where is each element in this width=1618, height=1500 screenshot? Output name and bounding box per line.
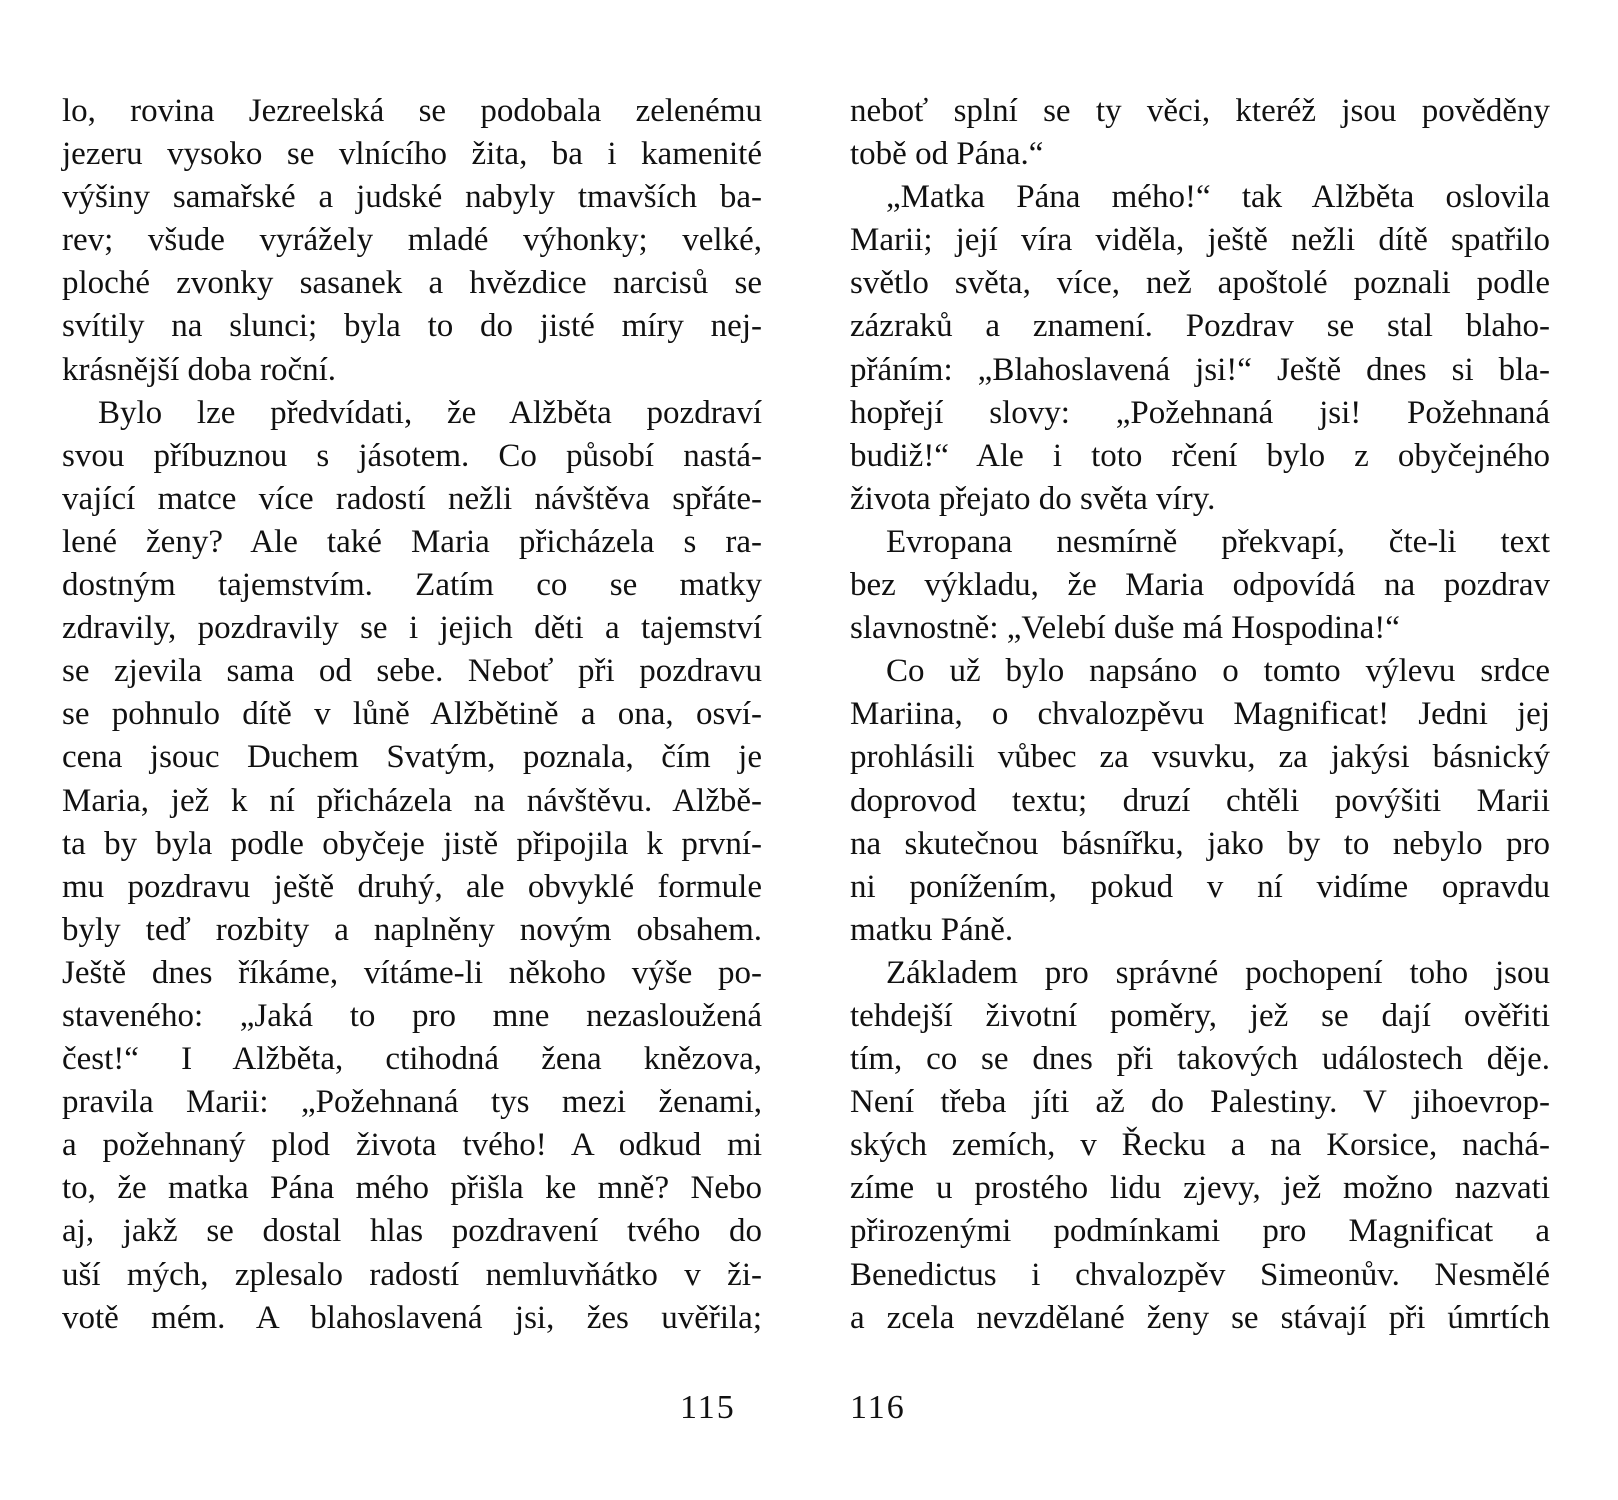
text-line: pravila Marii: „Požehnaná tys mezi ženami, xyxy=(62,1084,762,1121)
text-line: a zcela nevzdělané ženy se stávají při úmrtích xyxy=(850,1299,1550,1336)
text-line: byly teď rozbity a naplněny novým obsahem. xyxy=(62,911,762,948)
text-line: ploché zvonky sasanek a hvězdice narcisů se xyxy=(62,265,762,302)
text-line: Základem pro správné pochopení toho jsou xyxy=(886,954,1550,991)
text-line: bez výkladu, že Maria odpovídá na pozdrav xyxy=(850,567,1550,604)
text-line: života přejato do světa víry. xyxy=(850,480,1216,517)
text-line: dostným tajemstvím. Zatím co se matky xyxy=(62,567,762,604)
text-line: Bylo lze předvídati, že Alžběta pozdraví xyxy=(98,394,762,431)
text-line: a požehnaný plod života tvého! A odkud mi xyxy=(62,1127,762,1164)
text-line: Co už bylo napsáno o tomto výlevu srdce xyxy=(886,653,1550,690)
text-line: slavnostně: „Velebí duše má Hospodina!“ xyxy=(850,610,1400,647)
right-page-text xyxy=(850,90,1550,1340)
text-line: výšiny samařské a judské nabyly tmavších ba- xyxy=(62,179,762,216)
text-line: ta by byla podle obyčeje jistě připojila k první- xyxy=(62,825,762,862)
text-line: staveného: „Jaká to pro mne nezasloužená xyxy=(62,997,762,1034)
text-line: „Matka Pána mého!“ tak Alžběta oslovila xyxy=(886,179,1550,216)
text-line: tehdejší životní poměry, jež se dají ověřiti xyxy=(850,997,1550,1034)
text-line: cena jsouc Duchem Svatým, poznala, čím je xyxy=(62,739,762,776)
page-number-right: 116 xyxy=(850,1389,906,1426)
text-line: přáním: „Blahoslavená jsi!“ Ještě dnes si bla- xyxy=(850,351,1550,388)
text-line: prohlásili vůbec za vsuvku, za jakýsi básnický xyxy=(850,739,1550,776)
text-line: na skutečnou básnířku, jako by to nebylo pro xyxy=(850,825,1550,862)
text-line: neboť splní se ty věci, kteréž jsou pověděny xyxy=(850,93,1550,129)
text-line: uší mých, zplesalo radostí nemluvňátko v ži- xyxy=(62,1256,762,1293)
text-line: mu pozdravu ještě druhý, ale obvyklé formule xyxy=(62,868,762,905)
text-line: Mariina, o chvalozpěvu Magnificat! Jedni jej xyxy=(850,696,1550,733)
text-line: budiž!“ Ale i toto rčení bylo z obyčejného xyxy=(850,437,1550,474)
page-number-left: 115 xyxy=(680,1389,736,1426)
text-line: votě mém. A blahoslavená jsi, žes uvěřila; xyxy=(62,1299,762,1336)
text-line: zíme u prostého lidu zjevy, jež možno nazvati xyxy=(850,1170,1550,1207)
left-page-text xyxy=(62,90,762,1340)
text-line: Není třeba jíti až do Palestiny. V jihoevrop- xyxy=(850,1084,1550,1121)
text-line: tobě od Pána.“ xyxy=(850,136,1044,173)
text-line: zázraků a znamení. Pozdrav se stal blaho- xyxy=(850,308,1550,345)
text-line: vající matce více radostí nežli návštěva spřáte- xyxy=(62,480,762,517)
text-line: Evropana nesmírně překvapí, čte-li text xyxy=(886,523,1550,560)
text-line: lené ženy? Ale také Maria přicházela s ra- xyxy=(62,523,762,560)
text-line: aj, jakž se dostal hlas pozdravení tvého do xyxy=(62,1213,762,1250)
text-line: matku Páně. xyxy=(850,911,1014,948)
text-line: zdravily, pozdravily se i jejich děti a tajemství xyxy=(62,610,762,647)
text-line: ských zemích, v Řecku a na Korsice, nachá- xyxy=(850,1127,1550,1164)
text-line: hopřejí slovy: „Požehnaná jsi! Požehnaná xyxy=(850,394,1550,431)
text-line: tím, co se dnes při takových událostech děje. xyxy=(850,1041,1550,1078)
text-line: Marii; její víra viděla, ještě nežli dítě spatřilo xyxy=(850,222,1550,259)
text-line: lo, rovina Jezreelská se podobala zelenému xyxy=(62,93,762,129)
text-line: se pohnulo dítě v lůně Alžbětině a ona, osví- xyxy=(62,696,762,733)
text-line: svou příbuznou s jásotem. Co působí nastá- xyxy=(62,437,762,474)
text-line: svítily na slunci; byla to do jisté míry nej- xyxy=(62,308,762,345)
text-line: rev; všude vyrážely mladé výhonky; velké, xyxy=(62,222,762,259)
text-line: Benedictus i chvalozpěv Simeonův. Nesmělé xyxy=(850,1256,1550,1293)
text-line: světlo světa, více, než apoštolé poznali podle xyxy=(850,265,1550,302)
text-line: krásnější doba roční. xyxy=(62,351,337,388)
text-line: Maria, jež k ní přicházela na návštěvu. Alžbě- xyxy=(62,782,762,819)
text-line: se zjevila sama od sebe. Neboť při pozdravu xyxy=(62,653,762,690)
text-line: přirozenými podmínkami pro Magnificat a xyxy=(850,1213,1550,1250)
text-line: doprovod textu; druzí chtěli povýšiti Marii xyxy=(850,782,1550,819)
text-line: jezeru vysoko se vlnícího žita, ba i kamenité xyxy=(62,136,762,173)
text-line: čest!“ I Alžběta, ctihodná žena knězova, xyxy=(62,1041,762,1078)
text-line: to, že matka Pána mého přišla ke mně? Nebo xyxy=(62,1170,762,1207)
text-line: Ještě dnes říkáme, vítáme-li někoho výše po- xyxy=(62,954,762,991)
text-line: ni ponížením, pokud v ní vidíme opravdu xyxy=(850,868,1550,905)
